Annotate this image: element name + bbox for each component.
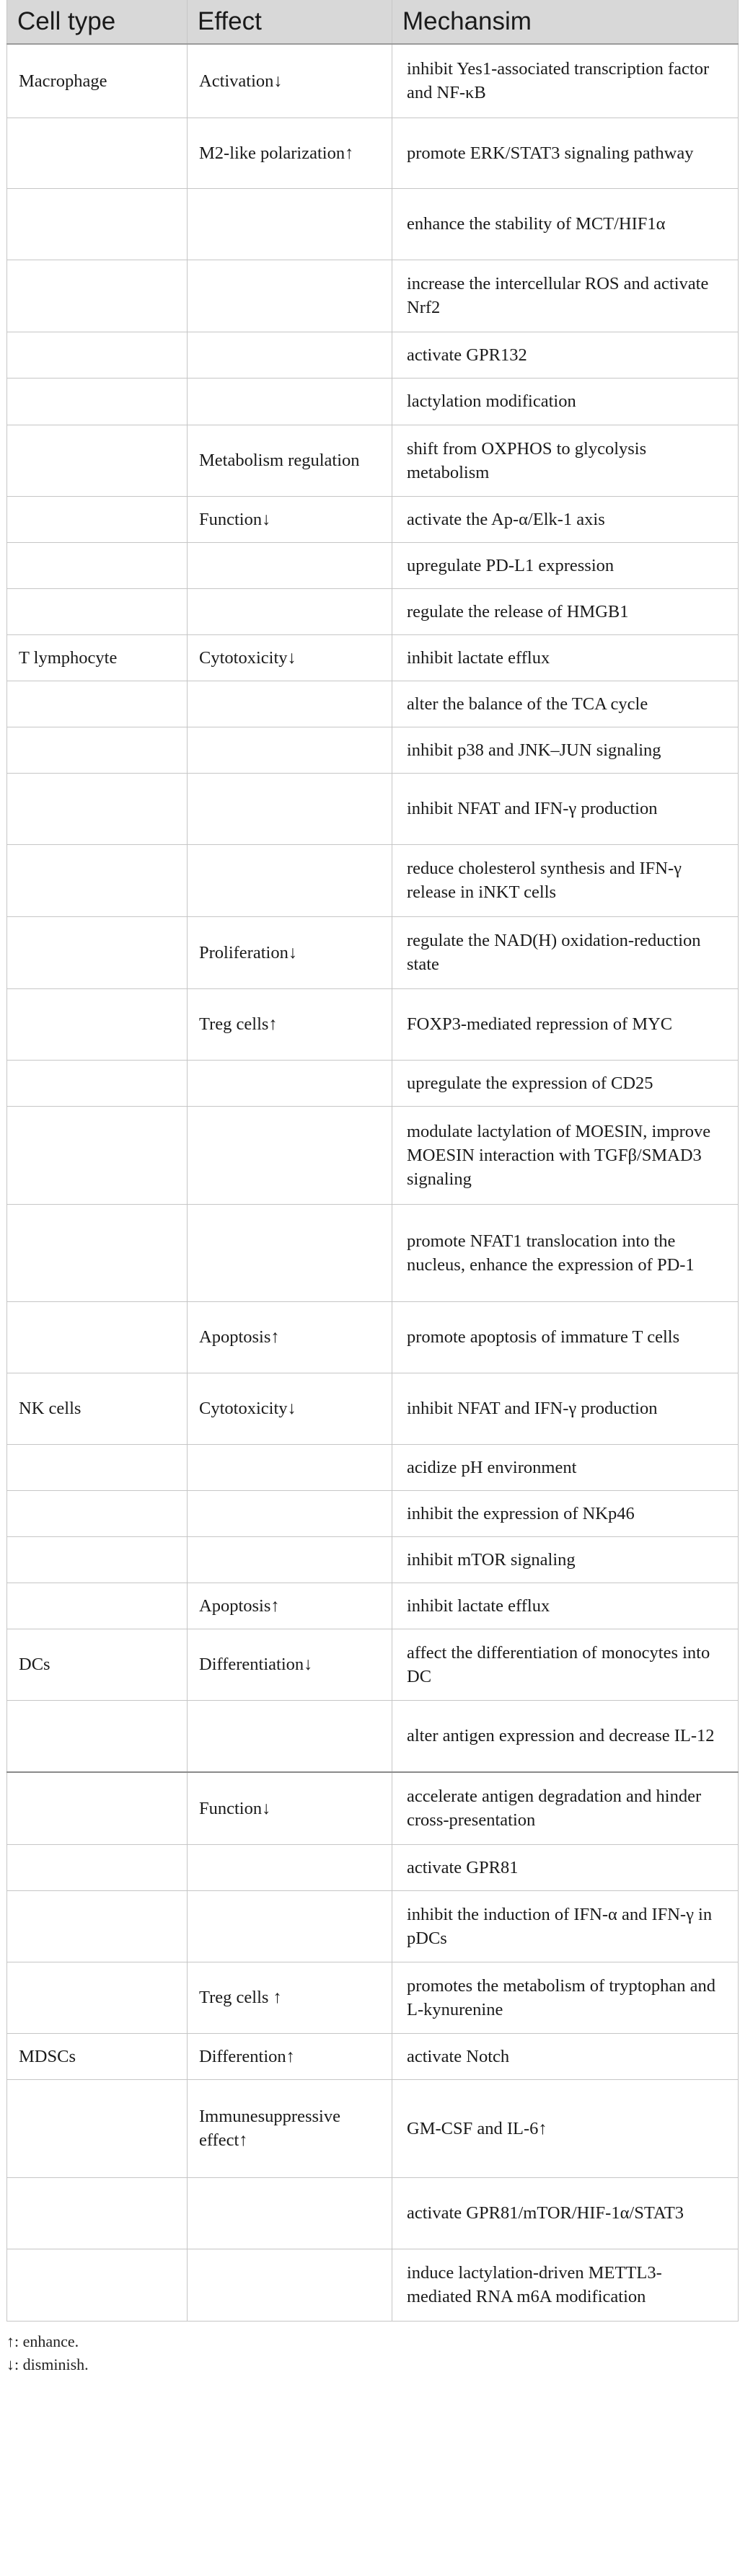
mechanism-cell: inhibit mTOR signaling: [392, 1536, 739, 1583]
effect-cell: [188, 1490, 392, 1536]
table-row: [7, 1629, 739, 1700]
header-row: [7, 0, 739, 44]
cell-type-cell: [7, 1060, 188, 1106]
effect-cell: Apoptosis↑: [188, 1583, 392, 1629]
effect-cell: [188, 1844, 392, 1890]
mechanism-cell: upregulate PD-L1 expression: [392, 542, 739, 588]
table-row: [7, 1444, 739, 1490]
table-row: [7, 378, 739, 425]
table-row: [7, 1301, 739, 1373]
cell-type-cell: [7, 588, 188, 634]
cell-type-cell: [7, 1444, 188, 1490]
table-row: [7, 260, 739, 332]
footnotes: [6, 2330, 728, 2376]
mechanism-cell: inhibit lactate efflux: [392, 1583, 739, 1629]
mechanism-cell: promote ERK/STAT3 signaling pathway: [392, 118, 739, 188]
table-row: [7, 1490, 739, 1536]
table-row: [7, 1890, 739, 1962]
mechanism-cell: regulate the NAD(H) oxidation-reduction state: [392, 916, 739, 988]
table-row: [7, 1536, 739, 1583]
table-row: [7, 188, 739, 260]
mechanism-cell: modulate lactylation of MOESIN, improve MOESIN interaction with TGFβ/SMAD3 signaling: [392, 1106, 739, 1204]
mechanism-cell: inhibit p38 and JNK–JUN signaling: [392, 727, 739, 773]
table-row: [7, 2249, 739, 2321]
effect-cell: [188, 332, 392, 378]
effect-cell: Cytotoxicity↓: [188, 634, 392, 681]
mechanism-cell: activate GPR132: [392, 332, 739, 378]
table-row: [7, 1373, 739, 1444]
cell-type-cell: [7, 1962, 188, 2033]
mechanism-cell: activate GPR81: [392, 1844, 739, 1890]
cell-type-cell: [7, 332, 188, 378]
table-row: [7, 332, 739, 378]
mechanism-cell: acidize pH environment: [392, 1444, 739, 1490]
mechanism-cell: inhibit lactate efflux: [392, 634, 739, 681]
table-row: [7, 727, 739, 773]
cell-type-cell: [7, 1890, 188, 1962]
cell-type-cell: [7, 118, 188, 188]
cell-type-cell: [7, 1536, 188, 1583]
cell-type-cell: [7, 773, 188, 844]
cell-type-cell: [7, 188, 188, 260]
mechanism-cell: enhance the stability of MCT/HIF1α: [392, 188, 739, 260]
effect-cell: [188, 2177, 392, 2249]
effect-cell: [188, 2249, 392, 2321]
mechanism-cell: increase the intercellular ROS and activate Nrf2: [392, 260, 739, 332]
effect-cell: [188, 1060, 392, 1106]
effect-cell: [188, 188, 392, 260]
table-row: [7, 1060, 739, 1106]
effect-cell: [188, 1106, 392, 1204]
mechanism-cell: FOXP3-mediated repression of MYC: [392, 988, 739, 1060]
mechanism-cell: inhibit Yes1-associated transcription factor and NF-κB: [392, 44, 739, 118]
effect-cell: Differention↑: [188, 2033, 392, 2079]
table-row: [7, 1204, 739, 1301]
table-row: [7, 773, 739, 844]
effect-cell: Proliferation↓: [188, 916, 392, 988]
cell-type-cell: [7, 1204, 188, 1301]
effect-cell: [188, 844, 392, 916]
mechanism-cell: promote NFAT1 translocation into the nucleus, enhance the expression of PD-1: [392, 1204, 739, 1301]
cell-type-cell: [7, 1490, 188, 1536]
mechanism-cell: regulate the release of HMGB1: [392, 588, 739, 634]
table-row: [7, 634, 739, 681]
cell-type-cell: [7, 496, 188, 542]
mechanism-cell: alter antigen expression and decrease IL-12: [392, 1700, 739, 1772]
cell-type-cell: T lymphocyte: [7, 634, 188, 681]
cell-type-cell: [7, 727, 188, 773]
mechanism-cell: induce lactylation-driven METTL3-mediated RNA m6A modification: [392, 2249, 739, 2321]
cell-type-cell: [7, 378, 188, 425]
effect-cell: [188, 1204, 392, 1301]
mechanism-cell: activate the Ap-α/Elk-1 axis: [392, 496, 739, 542]
table-row: [7, 681, 739, 727]
mechanism-cell: reduce cholesterol synthesis and IFN-γ release in iNKT cells: [392, 844, 739, 916]
cell-type-cell: [7, 1301, 188, 1373]
cell-type-cell: DCs: [7, 1629, 188, 1700]
effect-cell: [188, 1890, 392, 1962]
header-mechanism: Mechansim: [392, 0, 739, 44]
cell-type-cell: [7, 260, 188, 332]
cell-type-cell: MDSCs: [7, 2033, 188, 2079]
effect-cell: Function↓: [188, 496, 392, 542]
effect-cell: [188, 260, 392, 332]
header-effect: Effect: [188, 0, 392, 44]
cell-type-cell: [7, 1772, 188, 1844]
effect-cell: Immunesuppressive effect↑: [188, 2079, 392, 2177]
effect-cell: M2-like polarization↑: [188, 118, 392, 188]
table-container: [6, 0, 738, 2322]
effect-cell: Treg cells ↑: [188, 1962, 392, 2033]
table-row: [7, 542, 739, 588]
mechanism-cell: GM-CSF and IL-6↑: [392, 2079, 739, 2177]
cell-type-cell: [7, 2177, 188, 2249]
mechanism-cell: accelerate antigen degradation and hinder cross-presentation: [392, 1772, 739, 1844]
effect-cell: [188, 378, 392, 425]
mechanism-cell: promote apoptosis of immature T cells: [392, 1301, 739, 1373]
mechanism-cell: inhibit the induction of IFN-α and IFN-γ in pDCs: [392, 1890, 739, 1962]
table-row: [7, 1106, 739, 1204]
cell-effect-mechanism-table: [6, 0, 739, 2322]
mechanism-cell: affect the differentiation of monocytes into DC: [392, 1629, 739, 1700]
table-row: [7, 2177, 739, 2249]
cell-type-cell: [7, 1106, 188, 1204]
cell-type-cell: [7, 1583, 188, 1629]
header-cell-type: Cell type: [7, 0, 188, 44]
table-row: [7, 496, 739, 542]
mechanism-cell: activate Notch: [392, 2033, 739, 2079]
effect-cell: [188, 1536, 392, 1583]
mechanism-cell: lactylation modification: [392, 378, 739, 425]
table-row: [7, 988, 739, 1060]
table-row: [7, 2079, 739, 2177]
cell-type-cell: Macrophage: [7, 44, 188, 118]
effect-cell: [188, 1444, 392, 1490]
mechanism-cell: activate GPR81/mTOR/HIF-1α/STAT3: [392, 2177, 739, 2249]
effect-cell: Metabolism regulation: [188, 425, 392, 496]
mechanism-cell: promotes the metabolism of tryptophan and L-kynurenine: [392, 1962, 739, 2033]
table-row: [7, 425, 739, 496]
effect-cell: [188, 727, 392, 773]
cell-type-cell: NK cells: [7, 1373, 188, 1444]
table-row: [7, 1844, 739, 1890]
effect-cell: [188, 588, 392, 634]
mechanism-cell: alter the balance of the TCA cycle: [392, 681, 739, 727]
mechanism-cell: inhibit NFAT and IFN-γ production: [392, 773, 739, 844]
effect-cell: Apoptosis↑: [188, 1301, 392, 1373]
footnote-diminish: ↓: disminish.: [6, 2355, 89, 2373]
mechanism-cell: upregulate the expression of CD25: [392, 1060, 739, 1106]
mechanism-cell: inhibit NFAT and IFN-γ production: [392, 1373, 739, 1444]
effect-cell: [188, 542, 392, 588]
cell-type-cell: [7, 1700, 188, 1772]
table-body: [7, 44, 739, 2321]
cell-type-cell: [7, 844, 188, 916]
cell-type-cell: [7, 542, 188, 588]
effect-cell: [188, 681, 392, 727]
mechanism-cell: shift from OXPHOS to glycolysis metabolism: [392, 425, 739, 496]
table-row: [7, 588, 739, 634]
effect-cell: Cytotoxicity↓: [188, 1373, 392, 1444]
cell-type-cell: [7, 425, 188, 496]
effect-cell: [188, 773, 392, 844]
effect-cell: Activation↓: [188, 44, 392, 118]
effect-cell: [188, 1700, 392, 1772]
table-row: [7, 118, 739, 188]
cell-type-cell: [7, 2249, 188, 2321]
cell-type-cell: [7, 988, 188, 1060]
cell-type-cell: [7, 681, 188, 727]
table-row: [7, 1962, 739, 2033]
mechanism-cell: inhibit the expression of NKp46: [392, 1490, 739, 1536]
effect-cell: Differentiation↓: [188, 1629, 392, 1700]
footnote-enhance: ↑: enhance.: [6, 2332, 79, 2350]
table-row: [7, 1772, 739, 1844]
effect-cell: Treg cells↑: [188, 988, 392, 1060]
table-row: [7, 1700, 739, 1772]
table-row: [7, 1583, 739, 1629]
cell-type-cell: [7, 916, 188, 988]
table-row: [7, 44, 739, 118]
table-row: [7, 844, 739, 916]
table-row: [7, 2033, 739, 2079]
cell-type-cell: [7, 1844, 188, 1890]
cell-type-cell: [7, 2079, 188, 2177]
table-row: [7, 916, 739, 988]
effect-cell: Function↓: [188, 1772, 392, 1844]
